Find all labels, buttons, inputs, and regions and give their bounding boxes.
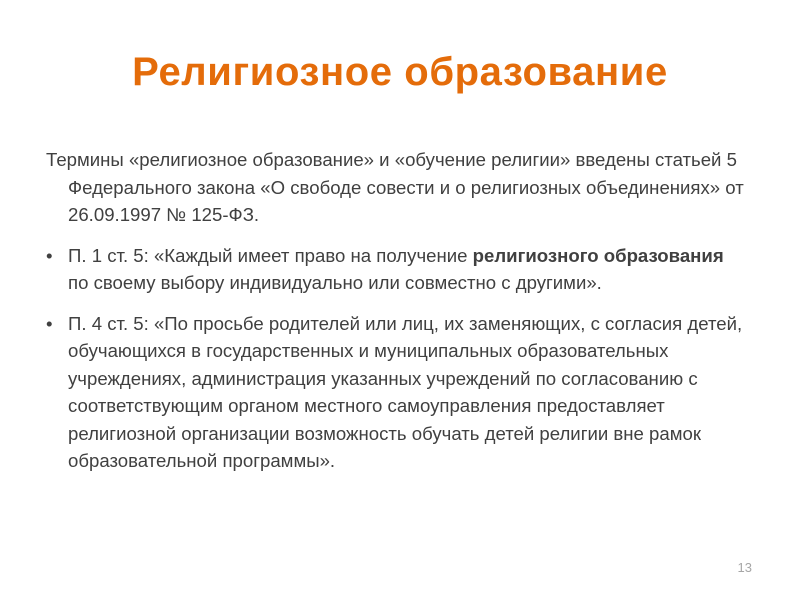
bullet-item-article-5-p1 — [46, 242, 746, 297]
page-number: 13 — [737, 560, 752, 575]
bullet-text-bold: религиозного образования — [472, 244, 724, 266]
bullet-text-end: по своему выбору индивидуально или совместно с другими». — [68, 272, 602, 293]
slide-body — [46, 146, 746, 488]
bullet-item-article-5-p4 — [46, 310, 746, 475]
intro-paragraph: Термины «религиозное образование» и «обучение религии» введены статьей 5 Федерального закона «О свободе совести и о религиозных объединениях» от 26.09.1997 № 125-ФЗ. — [46, 149, 744, 225]
bullet-dot-icon: • — [46, 244, 53, 266]
bullet-text: П. 4 ст. 5: «По просьбе родителей или лиц, их заменяющих, с согласия детей, обучающихся в государственных и муниципальных образовательных учреждениях, администрация указанных учреждений по согласованию с соответствующим органом местного самоуправления предоставляет религиозной организации возможность обучать детей религии вне рамок образовательной программы». — [68, 312, 743, 471]
bullet-text-start: П. 1 ст. 5: «Каждый имеет право на получение — [68, 244, 473, 266]
bullet-dot-icon: • — [46, 312, 53, 334]
slide-title: Религиозное образование — [132, 50, 668, 94]
